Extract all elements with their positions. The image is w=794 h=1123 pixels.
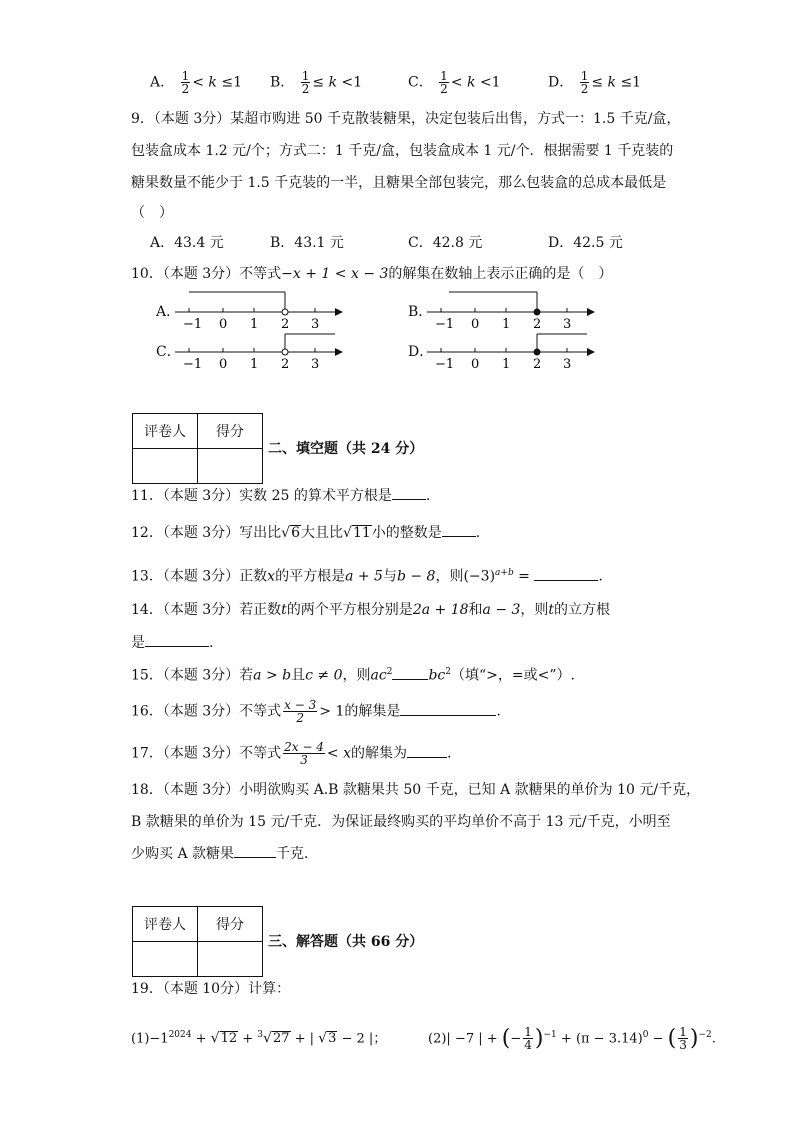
answer-blank[interactable] [392,485,426,500]
bound: ≤1 [620,74,642,91]
q16-end: . [496,703,501,720]
q19-part1: $(1)-1^{2024} + √12 + ^3√27$ + | √3 − 2 |； [131,1030,387,1047]
grader-header: 评卷人 [133,907,198,942]
tick: −1 [183,317,203,332]
tick: 2 [533,317,542,332]
score-table [132,413,263,484]
q18-line1: 18．（本题 3分）小明欲购买 A.B 款糖果共 50 千克，已知 A 款糖果的单价为 10 元/千克， [131,782,701,798]
q9-line2: 包装盒成本 1.2 元/个；方式二：1 千克/盒，包装盒成本 1 元/个．根据需要 1 千克装的 [131,143,674,159]
q16-c: 的解集是 [344,703,401,720]
p1-e: − 2 |； [337,1031,387,1047]
q10-label-d[interactable]: D． [408,344,434,360]
bound: <1 [341,74,363,91]
score-header: 得分 [198,907,263,942]
tick: 2 [281,317,290,332]
expr: b − 8 [396,568,436,585]
radicand: 3 [328,1031,337,1047]
fraction: $\frac{1}{2}$ [580,69,589,96]
tick: 1 [250,357,259,372]
answer-blank[interactable] [534,566,598,581]
option-label: C． [408,74,433,91]
score-cell[interactable] [198,449,263,484]
tick: 3 [311,317,320,332]
tick: −1 [435,317,455,332]
number-line-d [427,326,597,376]
fraction: $\frac{1}{3}$ [679,1025,687,1053]
root-index: 3 [257,1030,264,1040]
section-3-title: 三、解答题（共 66 分） [268,934,424,950]
q15-c: ，则 [342,667,371,684]
var-t: t [548,602,555,618]
answer-blank[interactable] [234,843,276,858]
q10-label-a[interactable]: A． [156,304,181,320]
q18-line3 [131,843,318,864]
q12-end: . [475,525,481,541]
tick: 2 [533,357,542,372]
q13-end: . [598,568,603,585]
q10-label-b[interactable]: B． [408,304,433,320]
q14-line2 [131,632,213,653]
option-label: B． [270,74,295,91]
tick: 1 [250,317,259,332]
q17-b: < x [326,745,351,762]
q14-a: 14．（本题 3分）若正数 [131,602,282,618]
q14-line1 [131,600,610,620]
var-x: x [267,568,276,585]
expr: a > b [253,667,292,684]
exponent: 2 [445,667,451,677]
q9-line3: 糖果数量不能少于 1.5 千克装的一半，且糖果全部包装完，那么包装盒的总成本最低是 [131,175,667,191]
radicand: 11 [352,525,371,541]
q14-end: . [209,635,214,651]
tick: 3 [563,317,572,332]
q9-option-c[interactable]: C．42.8 元 [408,235,483,251]
q8-option-d[interactable]: D． $\frac{1}{2}$ ≤ k ≤1 [548,69,642,96]
q13 [131,563,603,587]
q9-line4: （ ） [131,205,173,221]
equals: = [513,568,530,585]
p2-c: − [648,1031,668,1047]
tick: −1 [183,357,203,372]
grader-header: 评卷人 [133,414,198,449]
q17-c: 的解集为 [350,745,407,762]
q15-d: （填“>，=或<”）. [450,667,575,684]
tick: −1 [435,357,455,372]
q9-line1: 9．（本题 3分）某超市购进 50 千克散装糖果，决定包装后出售，方式一：1.5 千克/盒， [131,111,681,127]
tick: 0 [219,357,228,372]
expr: 2a + 18 [412,602,469,618]
grader-cell[interactable] [133,942,198,977]
expr: bc [428,667,446,684]
p1-b: + [191,1031,211,1047]
tick: 3 [563,357,572,372]
q17-a: 17．（本题 3分）不等式 [131,745,282,762]
q14-e: 的立方根 [554,602,611,618]
radicand: 6 [291,525,301,541]
option-label: A． [150,74,175,91]
answer-blank[interactable] [407,743,447,758]
expr: a − 3 [482,602,521,618]
q8-option-b[interactable]: B． $\frac{1}{2}$ ≤ k <1 [270,69,363,96]
q14-d: ，则 [520,602,549,618]
answer-blank[interactable] [392,665,428,680]
p1-d: + | [290,1031,319,1047]
radicand: 27 [272,1031,290,1047]
q17 [131,741,451,766]
q9-option-b[interactable]: B．43.1 元 [270,235,344,251]
q18-line3b: 千克． [276,846,319,862]
q15-b: 且 [291,667,306,684]
fraction: $\frac{1}{2}$ [440,69,448,96]
p2-end: . [711,1031,716,1047]
relation: ≤ [591,74,604,91]
tick: 1 [502,357,511,372]
q11 [131,485,430,506]
q10-stem [131,264,612,284]
tick: 1 [502,317,511,332]
tick: 2 [281,357,290,372]
q8-option-c[interactable]: C． $\frac{1}{2}$ < k <1 [408,69,501,96]
tick: 0 [471,357,480,372]
relation: ≤ [312,74,325,91]
exponent: 2 [386,667,393,677]
fraction: $\frac{x - 3}{2}$ [284,698,317,725]
exponent: a+b [495,568,514,578]
q14-c: 和 [468,602,483,618]
q16 [131,699,501,724]
q9-option-d[interactable]: D．42.5 元 [548,235,623,251]
q13-b: 的平方根是 [275,568,346,585]
q11-text: 11．（本题 3分）实数 25 的算术平方根是 [131,488,392,504]
q8-option-a[interactable]: A． $\frac{1}{2}$ < k ≤1 [150,69,242,96]
q9-option-a[interactable]: A．43.4 元 [150,235,224,251]
q13-a: 13．（本题 3分）正数 [131,568,268,585]
answer-blank[interactable] [442,522,476,537]
q12-c: 小的整数是 [371,525,442,541]
expr: c ≠ 0 [305,667,343,684]
q16-a: 16．（本题 3分）不等式 [131,703,282,720]
q10-suffix: 的解集在数轴上表示正确的是（ ） [388,266,613,282]
q18-line2: B 款糖果的单价为 15 元/千克．为保证最终购买的平均单价不高于 13 元/千克，小明至 [131,814,671,830]
relation: < [450,74,463,91]
exponent: 0 [642,1030,649,1040]
q15-a: 15．（本题 3分）若 [131,667,254,684]
p2-b: + (π − 3.14) [556,1031,643,1047]
tick: 3 [311,357,320,372]
q15 [131,662,575,686]
grader-cell[interactable] [133,449,198,484]
q12-b: 大且比 [301,525,344,541]
option-label: D． [548,74,574,91]
p2-a: (2)| −7 | + [428,1031,502,1047]
q18-line3a: 少购买 A 款糖果 [131,846,235,862]
q13-c: 与 [382,568,397,585]
bound: ≤1 [221,74,242,91]
q10-expr: −x + 1 < x − 3 [281,266,389,282]
tick: 0 [471,317,480,332]
q12: 12．（本题 3分）写出比√6大且比√11小的整数是 . [131,522,480,543]
answer-blank[interactable] [145,632,209,647]
number-line-c [175,326,345,376]
q11-end: . [425,488,431,504]
fraction: $\frac{1}{2}$ [301,69,310,96]
score-header: 得分 [198,414,263,449]
q10-label-c[interactable]: C． [156,344,181,360]
q13-d: ，则 [435,568,464,585]
q14-line2-text: 是 [131,635,145,651]
exponent: −2 [698,1030,712,1040]
exponent: −1 [543,1030,557,1040]
fraction: $\frac{1}{4}$ [524,1025,532,1053]
q19-part2: (2)| −7 | + (− $\frac{1}{4}$ )$^{-1} + (\pi - 3.14)^0$ − ( $\frac{1}{3}$ )$^{-2}$. [428,1025,716,1053]
score-table-2 [132,906,263,977]
p1-a: (1)−1 [131,1031,169,1047]
expr: a + 5 [345,568,383,585]
tick: 0 [219,317,228,332]
section-2-title: 二、填空题（共 24 分） [268,441,424,457]
bound: <1 [479,74,501,91]
expr: (−3) [463,568,496,585]
q19-title: 19．（本题 10分）计算： [131,981,291,997]
var-t: t [281,602,287,618]
q17-end: . [446,745,452,762]
fraction: $\frac{2x - 4}{3}$ [284,740,324,767]
q16-b: > 1 [319,703,345,720]
score-cell[interactable] [198,942,263,977]
p1-c: + [238,1031,258,1047]
fraction: $\frac{1}{2}$ [181,69,190,96]
answer-blank[interactable] [400,701,496,716]
expr: ac [370,667,387,684]
q10-prefix: 10．（本题 3分）不等式 [131,266,282,282]
q14-b: 的两个平方根分别是 [286,602,413,618]
exponent: 2024 [168,1030,192,1040]
relation: < [192,74,204,91]
radicand: 12 [220,1031,238,1047]
q12-a: 12．（本题 3分）写出比 [131,525,282,541]
